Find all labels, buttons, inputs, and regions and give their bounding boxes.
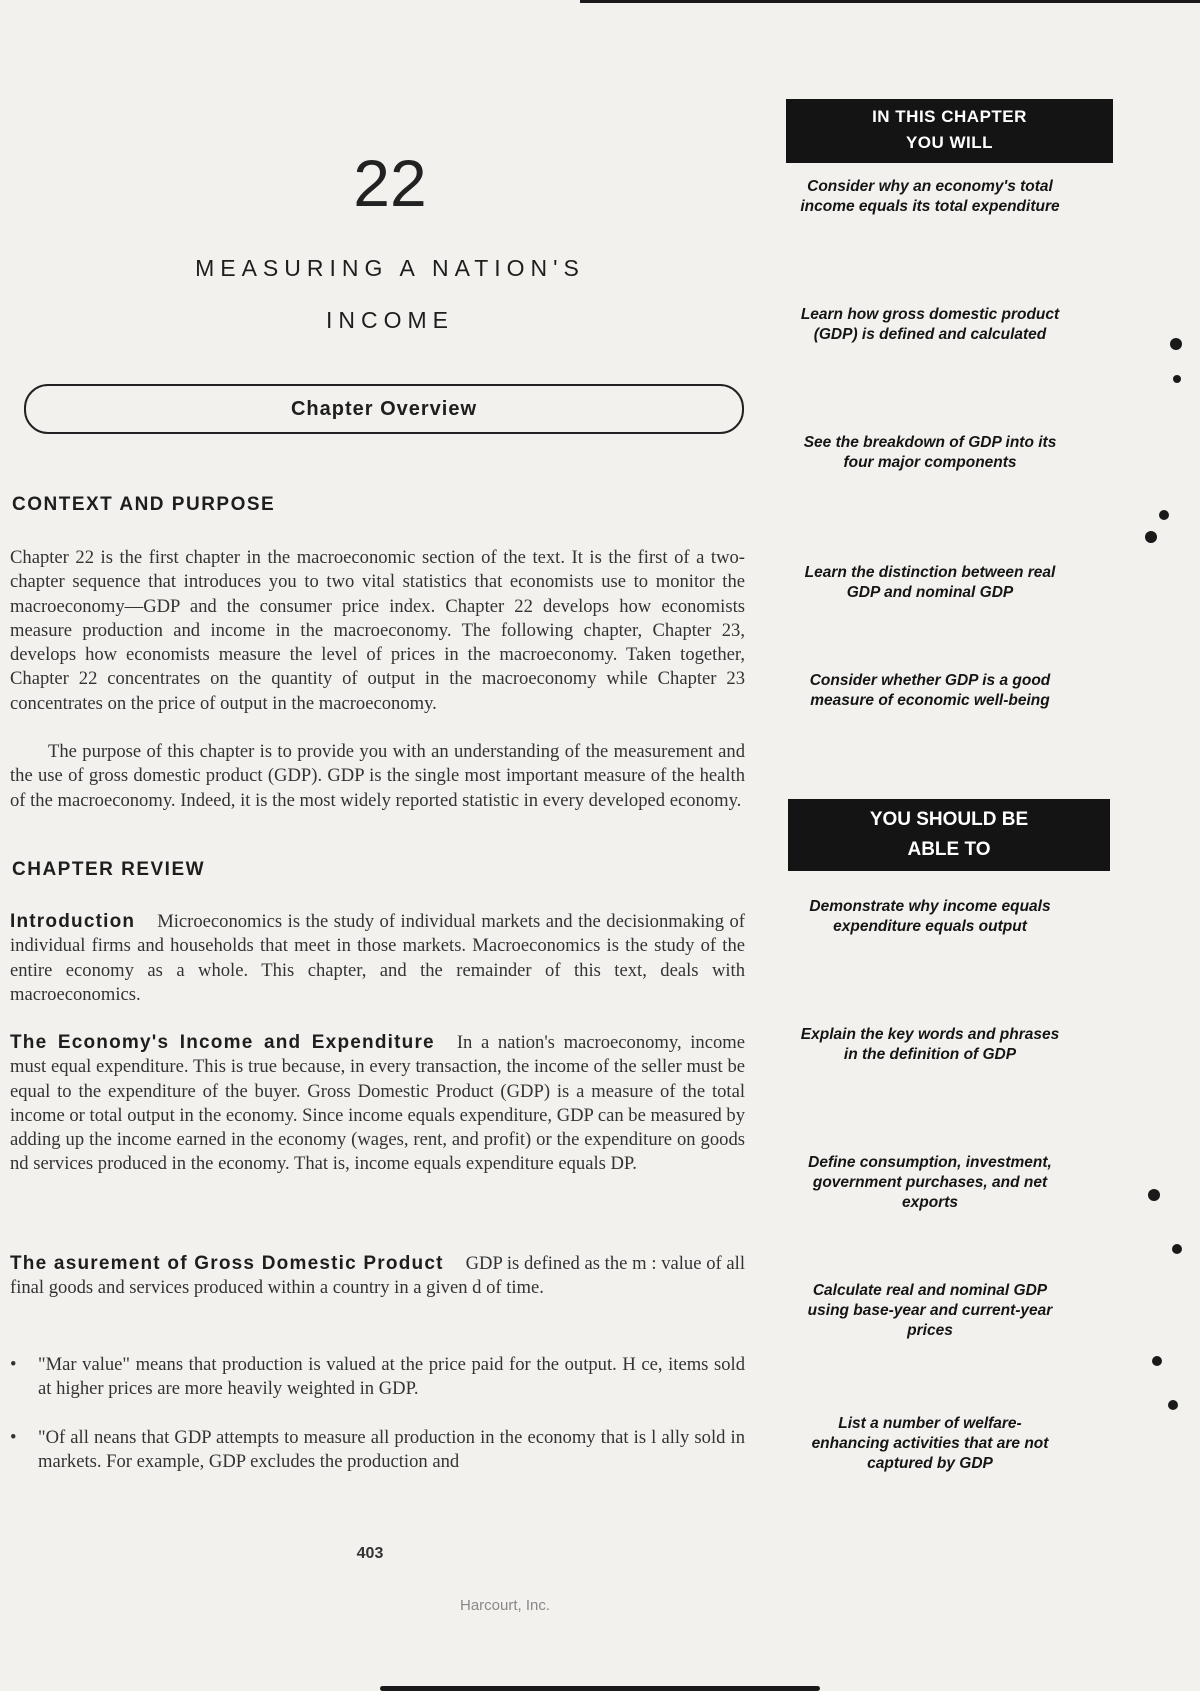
chapter-title-line-1: MEASURING A NATION'S — [195, 255, 585, 281]
binder-hole-icon — [1148, 1189, 1160, 1201]
bullet-text: "Of all neans that GDP attempts to measure all production in the economy that is l ally sold in markets. For example, GDP excludes the production and — [38, 1427, 745, 1473]
in-this-chapter-banner — [786, 99, 1113, 163]
chapter-objective: Consider whether GDP is a good measure of economic well-being — [809, 672, 1051, 709]
chapter-review-heading: CHAPTER REVIEW — [12, 859, 206, 880]
introduction-run-head: Introduction — [10, 911, 136, 932]
banner-line: YOU WILL — [905, 133, 994, 152]
chapter-number: 22 — [353, 146, 427, 220]
chapter-title — [100, 242, 680, 346]
measurement-text: GDP is defined as the m : value of all final goods and services produced within a country in a given d of time. — [10, 1253, 745, 1299]
chapter-title-line-2: INCOME — [326, 307, 454, 333]
skill-objective: Explain the key words and phrases in the definition of GDP — [800, 1026, 1060, 1063]
measurement-paragraph — [10, 1252, 745, 1301]
bullet-text: "Mar value" means that production is valued at the price paid for the output. H ce, items sold at higher prices are more heavily weighted in GDP. — [38, 1354, 745, 1400]
you-should-be-able-to-banner — [788, 799, 1110, 871]
binder-hole-icon — [1152, 1356, 1162, 1366]
binder-hole-icon — [1145, 531, 1157, 543]
skill-objective: Calculate real and nominal GDP using base-year and current-year prices — [807, 1282, 1053, 1339]
chapter-overview-banner: Chapter Overview — [24, 384, 744, 434]
chapter-objective: Learn the distinction between real GDP and nominal GDP — [804, 564, 1056, 601]
publisher-credit: Harcourt, Inc. — [459, 1597, 551, 1614]
scan-edge-bottom — [380, 1686, 820, 1691]
introduction-text: Microeconomics is the study of individual markets and the decisionmaking of individual firms and households that meet in those markets. Macroeconomics is the study of the entire economy as a whole. This chapter, and the remainder of this text, deals with macroeconomics. — [10, 911, 745, 1005]
banner-line: IN THIS CHAPTER — [872, 107, 1027, 126]
binder-hole-icon — [1170, 338, 1182, 350]
skill-objective: List a number of welfare-enhancing activities that are not captured by GDP — [811, 1415, 1049, 1472]
skill-objective: Define consumption, investment, government purchases, and net exports — [808, 1154, 1052, 1211]
binder-hole-icon — [1159, 510, 1169, 520]
measurement-run-head: The asurement of Gross Domestic Product — [10, 1253, 444, 1274]
list-item — [10, 1426, 745, 1475]
context-paragraph-2: The purpose of this chapter is to provide you with an understanding of the measurement and the use of gross domestic product (GDP). GDP is the single most important measure of the health of the macroeconomy. Indeed, it is the most widely reported statistic in every developed economy. — [10, 741, 745, 811]
context-paragraph-1: Chapter 22 is the first chapter in the macroeconomic section of the text. It is the first of a two-chapter sequence that introduces you to two vital statistics that economists use to monitor the macroeconomy—GDP and the consumer price index. Chapter 22 develops how economists measure production and income in the macroeconomy. The following chapter, Chapter 23, develops how economists measure the level of prices in the macroeconomy. Taken together, Chapter 22 concentrates on the quantity of output in the macroeconomy while Chapter 23 concentrates on the price of output in the macroeconomy. — [10, 547, 745, 714]
binder-hole-icon — [1172, 1244, 1182, 1254]
context-heading: CONTEXT AND PURPOSE — [12, 494, 276, 515]
banner-line: ABLE TO — [907, 839, 991, 860]
chapter-objective: Consider why an economy's total income equals its total expenditure — [800, 178, 1060, 215]
income-expenditure-text: In a nation's macroeconomy, income must equal expenditure. This is true because, in every transaction, the income of the seller must be equal to the expenditure of the buyer. Gross Domestic Product (GDP) is a measure of the total income or total output in the economy. Since income equals expenditure, GDP can be measured by adding up the income earned in the economy (wages, rent, and profit) or the expenditure on goods nd services produced in the economy. That is, income equals expenditure equals DP. — [10, 1032, 745, 1175]
income-expenditure-paragraph — [10, 1031, 745, 1177]
chapter-objective: Learn how gross domestic product (GDP) is defined and calculated — [800, 306, 1060, 343]
bullet-icon: • — [10, 1354, 17, 1375]
banner-line: YOU SHOULD BE — [869, 809, 1029, 830]
income-expenditure-run-head: The Economy's Income and Expenditure — [10, 1032, 435, 1053]
chapter-objective: See the breakdown of GDP into its four major components — [803, 434, 1057, 471]
binder-hole-icon — [1168, 1400, 1178, 1410]
skill-objective: Demonstrate why income equals expenditure equals output — [809, 898, 1051, 935]
bullet-icon: • — [10, 1427, 17, 1448]
page-number: 403 — [356, 1545, 384, 1562]
binder-hole-icon — [1173, 375, 1181, 383]
introduction-paragraph — [10, 910, 745, 1007]
scan-edge-top — [580, 0, 1200, 3]
list-item — [10, 1353, 745, 1402]
